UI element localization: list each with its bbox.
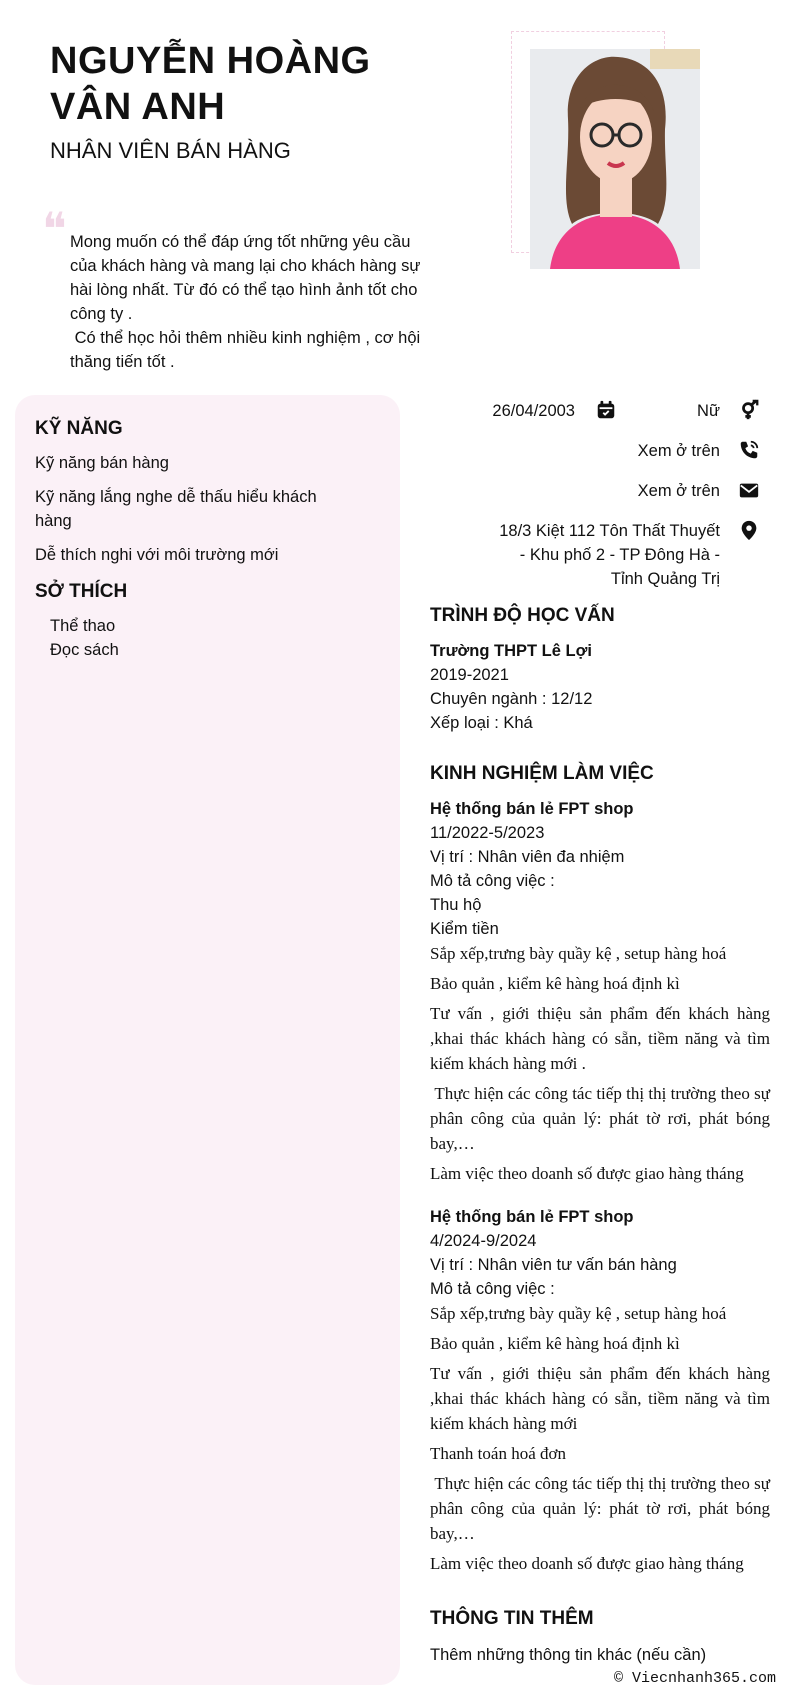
experience-title: KINH NGHIỆM LÀM VIỆC: [430, 763, 654, 784]
job-task: Kiểm tiền: [430, 920, 499, 938]
skills-title: KỸ NĂNG: [35, 418, 123, 439]
job-period: 11/2022-5/2023: [430, 824, 545, 842]
profile-photo: [530, 49, 700, 269]
job-task: Sắp xếp,trưng bày quầy kệ , setup hàng hoá: [430, 944, 727, 963]
job-task: Thu hộ: [430, 896, 482, 914]
gender: Nữ: [697, 402, 720, 420]
extra-info-title: THÔNG TIN THÊM: [430, 1608, 594, 1629]
job-desc-label: Mô tả công việc :: [430, 872, 555, 890]
job-task: Làm việc theo doanh số được giao hàng tháng: [430, 1164, 744, 1183]
gender-icon: [738, 399, 760, 421]
job-role: Vị trí : Nhân viên tư vấn bán hàng: [430, 1256, 677, 1274]
skill-item: Kỹ năng lắng nghe dễ thấu hiểu khách hàng: [35, 488, 317, 530]
email-icon: [738, 479, 760, 501]
school-name: Trường THPT Lê Lợi: [430, 642, 592, 660]
job-task: Làm việc theo doanh số được giao hàng tháng: [430, 1554, 744, 1573]
company-name: Hệ thống bán lẻ FPT shop: [430, 800, 634, 818]
job-role: Vị trí : Nhân viên đa nhiệm: [430, 848, 625, 866]
location-icon: [738, 519, 760, 541]
objective-paragraph: Có thể học hỏi thêm nhiều kinh nghiệm , cơ hội thăng tiến tốt .: [70, 329, 425, 371]
job-task: Tư vấn , giới thiệu sản phẩm đến khách hàng ,khai thác khách hàng có sẵn, tiềm năng và tìm kiếm khách hàng mới: [430, 1364, 770, 1433]
extra-info-text: Thêm những thông tin khác (nếu cần): [430, 1646, 707, 1664]
job-task: Thực hiện các công tác tiếp thị thị trường theo sự phân công của quản lý: phát tờ rơi, phát bóng bay,…: [430, 1084, 775, 1153]
address-line: 18/3 Kiệt 112 Tôn Thất Thuyết: [499, 522, 720, 540]
email-address: Xem ở trên: [637, 482, 720, 500]
skill-item: Kỹ năng bán hàng: [35, 454, 169, 472]
objective-paragraph: Mong muốn có thể đáp ứng tốt những yêu cầu của khách hàng và mang lại cho khách hàng sự hài lòng nhất. Từ đó có thể tạo hình ảnh tốt cho công ty .: [70, 233, 421, 323]
job-task: Thanh toán hoá đơn: [430, 1444, 566, 1463]
quote-icon: ❝: [42, 202, 67, 256]
hobbies-title: SỞ THÍCH: [35, 581, 128, 602]
job-task: Sắp xếp,trưng bày quầy kệ , setup hàng hoá: [430, 1304, 727, 1323]
address-line: Tỉnh Quảng Trị: [610, 570, 720, 588]
hobby-item: Đọc sách: [50, 641, 119, 659]
company-name: Hệ thống bán lẻ FPT shop: [430, 1208, 634, 1226]
education-title: TRÌNH ĐỘ HỌC VẤN: [430, 605, 615, 626]
job-period: 4/2024-9/2024: [430, 1232, 537, 1250]
job-desc-label: Mô tả công việc :: [430, 1280, 555, 1298]
date-of-birth: 26/04/2003: [492, 402, 575, 420]
skill-item: Dễ thích nghi với môi trường mới: [35, 546, 279, 564]
hobby-item: Thể thao: [50, 617, 116, 635]
education-major: Chuyên ngành : 12/12: [430, 690, 593, 708]
education-rank: Xếp loại : Khá: [430, 714, 533, 732]
job-task: Tư vấn , giới thiệu sản phẩm đến khách hàng ,khai thác khách hàng có sẵn, tiềm năng và tìm kiếm khách hàng mới .: [430, 1004, 770, 1073]
calendar-icon: [595, 399, 617, 421]
career-objective: [70, 230, 436, 374]
experience-entry: [430, 1205, 775, 1581]
candidate-name: NGUYỄN HOÀNG VÂN ANH: [50, 40, 371, 128]
education-period: 2019-2021: [430, 666, 509, 684]
phone-icon: [738, 439, 760, 461]
job-task: Thực hiện các công tác tiếp thị thị trường theo sự phân công của quản lý: phát tờ rơi, phát bóng bay,…: [430, 1474, 775, 1543]
watermark: © Viecnhanh365.com: [613, 1670, 776, 1687]
job-task: Bảo quản , kiểm kê hàng hoá định kì: [430, 974, 680, 993]
job-task: Bảo quản , kiểm kê hàng hoá định kì: [430, 1334, 680, 1353]
job-title: NHÂN VIÊN BÁN HÀNG: [50, 138, 291, 163]
education-entry: [430, 639, 770, 735]
address: [460, 519, 720, 591]
phone-number: Xem ở trên: [637, 442, 720, 460]
experience-entry: [430, 797, 775, 1191]
address-line: - Khu phố 2 - TP Đông Hà -: [519, 546, 720, 564]
